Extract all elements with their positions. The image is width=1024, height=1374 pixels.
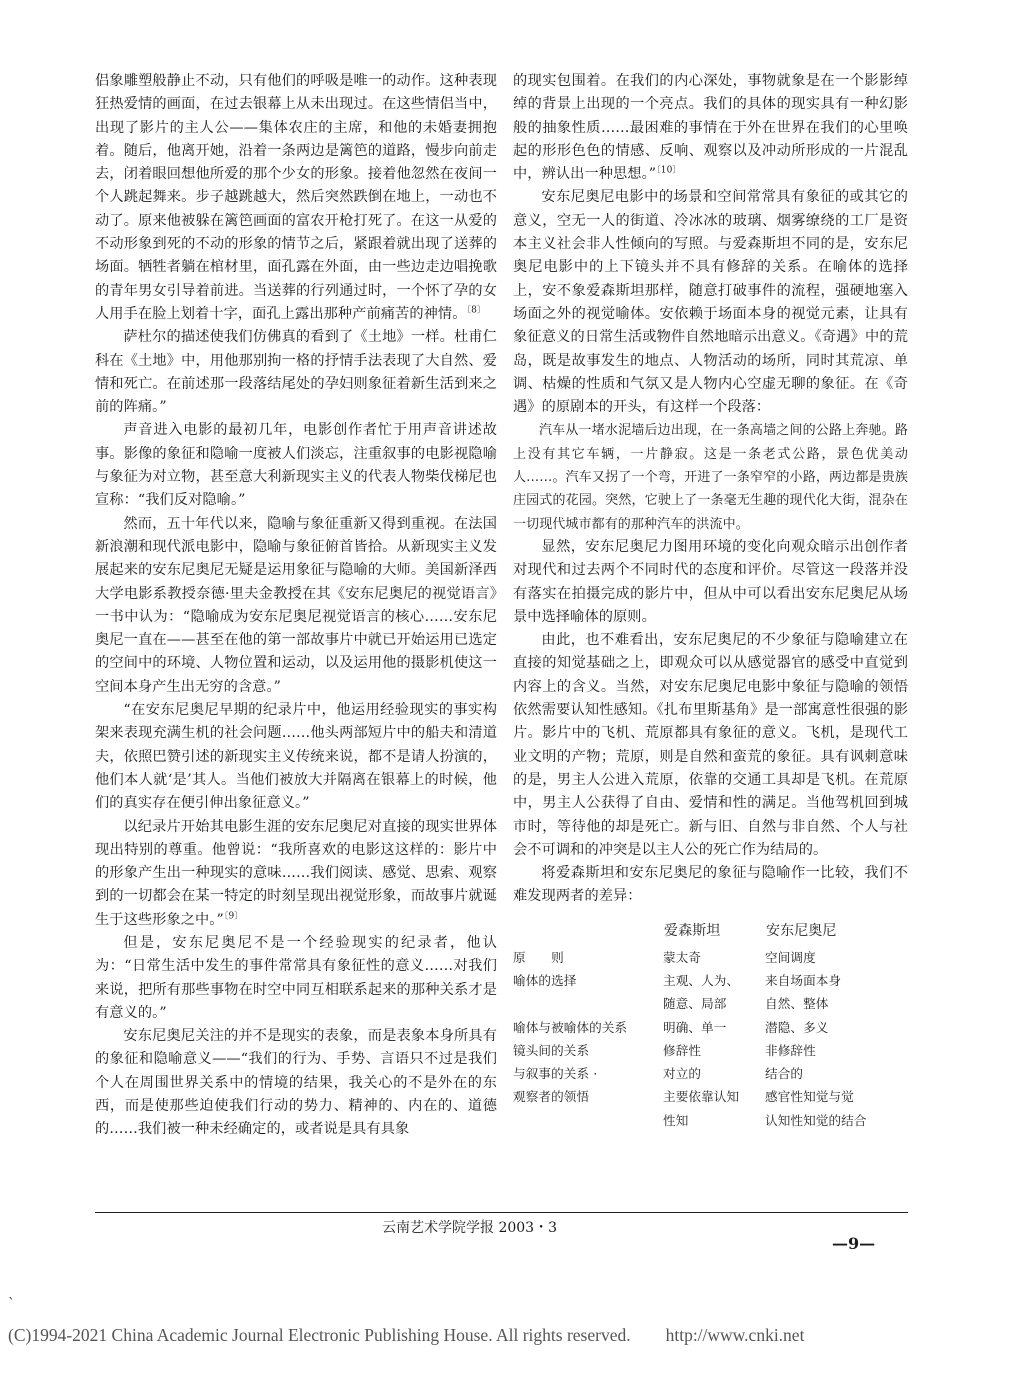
- footer-rule: [95, 1212, 908, 1213]
- body-paragraph: 声音进入电影的最初几年，电影创作者忙于用声音讲述故事。影像的象征和隐喻一度被人们淡忘，注重叙事的电影视隐喻与象征为对立物，甚至意大利新现实主义的代表人物柴伐梯尼也宣称：“我们反对隐喻。”: [95, 422, 497, 509]
- body-paragraph: 萨杜尔的描述使我们仿佛真的看到了《土地》一样。杜甫仁科在《土地》中，用他那别拘一格的抒情手法表现了大自然、爱情和死亡。在前述那一段落结尾处的孕妇则象征着新生活到来之前的阵痛。”: [95, 329, 497, 416]
- comparison-table: [513, 917, 908, 1132]
- table-row: [513, 946, 908, 969]
- table-row: [513, 1085, 908, 1108]
- body-paragraph: 但是，安东尼奥尼不是一个经验现实的纪录者，他认为：“日常生活中发生的事件常常具有象征性的意义……对我们来说，把所有那些事物在时空中同互相联系起来的那种关系才是有意义的。”: [95, 934, 497, 1021]
- table-cell: 镜头间的关系: [513, 1042, 590, 1058]
- table-row: [513, 1039, 908, 1062]
- table-row: [513, 969, 908, 992]
- table-cell: 非修辞性: [765, 1042, 816, 1058]
- table-cell: 认知性知觉的结合: [765, 1112, 867, 1128]
- table-cell: 修辞性: [663, 1042, 702, 1058]
- table-cell: 性知: [663, 1112, 689, 1128]
- table-cell: 原 则: [513, 949, 564, 965]
- table-cell: 潜隐、多义: [765, 1019, 829, 1035]
- table-row: [513, 1109, 908, 1132]
- table-cell: 结合的: [765, 1066, 804, 1082]
- table-cell: 自然、整体: [765, 996, 829, 1012]
- body-paragraph: 侣象雕塑般静止不动，只有他们的呼吸是唯一的动作。这种表现狂热爱情的画面，在过去银幕上从未出现过。在这些情侣当中，出现了影片的主人公——集体农庄的主席，和他的未婚妻拥抱着。随后，他离开她，沿着一条两边是篱笆的道路，慢步向前走去，闭着眼回想他所爱的那个少女的形象。接着他忽然在夜间一个人跳起舞来。步子越跳越大，然后突然跌倒在地上，一动也不动了。原来他被躲在篱笆画面的富农开枪打死了。在这一从爱的不动形象到死的不动的形象的情节之后，紧跟着就出现了送葬的场面。牺牲者躺在棺材里，面孔露在外面，由一些边走边唱挽歌的青年男女引导着前进。当送葬的行列通过时，一个怀了孕的女人用手在脸上划着十字，面孔上露出那种产前痛苦的神情。$^{〔8〕}$: [95, 73, 497, 322]
- journal-footer: 云南艺术学院学报 2003・3: [382, 1220, 557, 1236]
- body-paragraph: 的现实包围着。在我们的内心深处，事物就象是在一个影影绰绰的背景上出现的一个亮点。我们的具体的现实具有一种幻影般的抽象性质……最困难的事情在于外在世界在我们的心里唤起的形形色色的情感、反响、观察以及冲动所形成的一片混乱中，辨认出一种思想。”$^{〔10〕}$: [513, 73, 908, 183]
- table-cell: 主观、人为、: [663, 972, 740, 988]
- table-row: [513, 1062, 908, 1085]
- table-cell: [513, 1109, 663, 1132]
- table-cell: [513, 992, 663, 1015]
- table-cell: 对立的: [663, 1066, 702, 1082]
- table-cell: 空间调度: [765, 949, 816, 965]
- stray-mark: `: [8, 1296, 15, 1312]
- table-cell: 喻体与被喻体的关系: [513, 1019, 628, 1035]
- table-header-row: [513, 917, 908, 946]
- copyright-notice: (C)1994-2021 China Academic Journal Electronic Publishing House. All rights reserved. http://www.cnki.net: [8, 1325, 805, 1345]
- table-cell: 随意、局部: [663, 996, 727, 1012]
- table-header-cell: 爱森斯坦: [664, 922, 721, 939]
- table-cell: 来自场面本身: [765, 972, 842, 988]
- table-cell: 喻体的选择: [513, 972, 577, 988]
- right-column: [513, 70, 908, 1132]
- body-paragraph: 由此，也不难看出，安东尼奥尼的不少象征与隐喻建立在直接的知觉基础之上，即观众可以从感觉器官的感受中直觉到内容上的含义。当然，对安东尼奥尼电影中象征与隐喻的领悟依然需要认知性感知。《扎布里斯基角》是一部寓意性很强的影片。影片中的飞机、荒原都具有象征的意义。飞机，是现代工业文明的产物；荒原，则是自然和蛮荒的象征。具有讽刺意味的是，男主人公进入荒原，依靠的交通工具却是飞机。在荒原中，男主人公获得了自由、爱情和性的满足。当他驾机回到城市时，等待他的却是死亡。新与旧、自然与非自然、个人与社会不可调和的冲突是以主人公的死亡作为结局的。: [513, 632, 908, 858]
- page-number: —9—: [832, 1234, 876, 1253]
- table-row: [513, 1016, 908, 1039]
- table-header-cell: [513, 917, 663, 946]
- body-paragraph: 显然，安东尼奥尼力图用环境的变化向观众暗示出创作者对现代和过去两个不同时代的态度和评价。尽管这一段落并没有落实在拍摄完成的影片中，但从中可以看出安东尼奥尼从场景中选择喻体的原则。: [513, 538, 908, 625]
- table-row: [513, 992, 908, 1015]
- table-cell: 明确、单一: [663, 1019, 727, 1035]
- body-paragraph: “在安东尼奥尼早期的纪录片中，他运用经验现实的事实构架来表现充满生机的社会问题……他头两部短片中的船夫和清道夫，依照巴赞引述的新现实主义传统来说，都不是请人扮演的，他们本人就‘是’其人。当他们被放大并隔离在银幕上的时候，他们的真实存在便引伸出象征意义。”: [95, 702, 497, 812]
- body-paragraph: 安东尼奥尼关注的并不是现实的表象，而是表象本身所具有的象征和隐喻意义——“我们的行为、手势、言语只不过是我们个人在周围世界关系中的情境的结果，我关心的不是外在的东西，而是使那些迫使我们行动的势力、精神的、内在的、道德的……我们被一种未经确定的，或者说是具有具象: [95, 1028, 497, 1138]
- body-paragraph: 安东尼奥尼电影中的场景和空间常常具有象征的或其它的意义，空无一人的街道、冷冰冰的玻璃、烟雾缭绕的工厂是资本主义社会非人性倾向的写照。与爱森斯坦不同的是，安东尼奥尼电影中的上下镜头并不具有修辞的关系。在喻体的选择上，安不象爱森斯坦那样，随意打破事件的流程，强硬地塞入场面之外的视觉喻体。安依赖于场面本身的视觉元素，让具有象征意义的日常生活或物件自然地暗示出意义。《奇遇》中的荒岛，既是故事发生的地点、人物活动的场所，同时其荒凉、单调、枯燥的性质和气氛又是人物内心空虚无聊的象征。在《奇遇》的原剧本的开头，有这样一个段落：: [513, 189, 908, 416]
- left-column: [95, 70, 497, 1142]
- table-cell: 与叙事的关系 ·: [513, 1066, 598, 1082]
- table-cell: 感官性知觉与觉: [765, 1089, 854, 1105]
- body-paragraph: 将爱森斯坦和安东尼奥尼的象征与隐喻作一比较，我们不难发现两者的差异：: [513, 865, 908, 905]
- table-cell: 观察者的领悟: [513, 1089, 590, 1105]
- screenplay-quote: 汽车从一堵水泥墙后边出现，在一条高墙之间的公路上奔驰。路上没有其它车辆，一片静寂。这是一条老式公路，景色优美动人……。汽车又拐了一个弯，开进了一条窄窄的小路，两边都是贵族庄园式的花园。突然，它驶上了一条毫无生趣的现代化大街，混杂在一切现代城市都有的那种汽车的洪流中。: [513, 423, 908, 532]
- table-header-cell: 安东尼奥尼: [766, 922, 837, 939]
- body-paragraph: 以纪录片开始其电影生涯的安东尼奥尼对直接的现实世界体现出特别的尊重。他曾说：“我所喜欢的电影这这样的：影片中的形象产生出一种现实的意味……我们阅读、感觉、思索、观察到的一切都会在某一特定的时刻呈现出视觉形象，而故事片就诞生于这些形象之中。”$^{〔9〕}$: [95, 818, 497, 928]
- body-paragraph: 然而，五十年代以来，隐喻与象征重新又得到重视。在法国新浪潮和现代派电影中，隐喻与象征俯首皆拾。从新现实主义发展起来的安东尼奥尼无疑是运用象征与隐喻的大师。美国新泽西大学电影系教授奈德·里夫金教授在其《安东尼奥尼的视觉语言》一书中认为：“隐喻成为安东尼奥尼视觉语言的核心……安东尼奥尼一直在——甚至在他的第一部故事片中就已开始运用已选定的空间中的环境、人物位置和运动，以及运用他的摄影机使这一空间本身产生出无穷的含意。”: [95, 515, 497, 695]
- table-cell: 主要依靠认知: [663, 1089, 740, 1105]
- table-cell: 蒙太奇: [663, 949, 702, 965]
